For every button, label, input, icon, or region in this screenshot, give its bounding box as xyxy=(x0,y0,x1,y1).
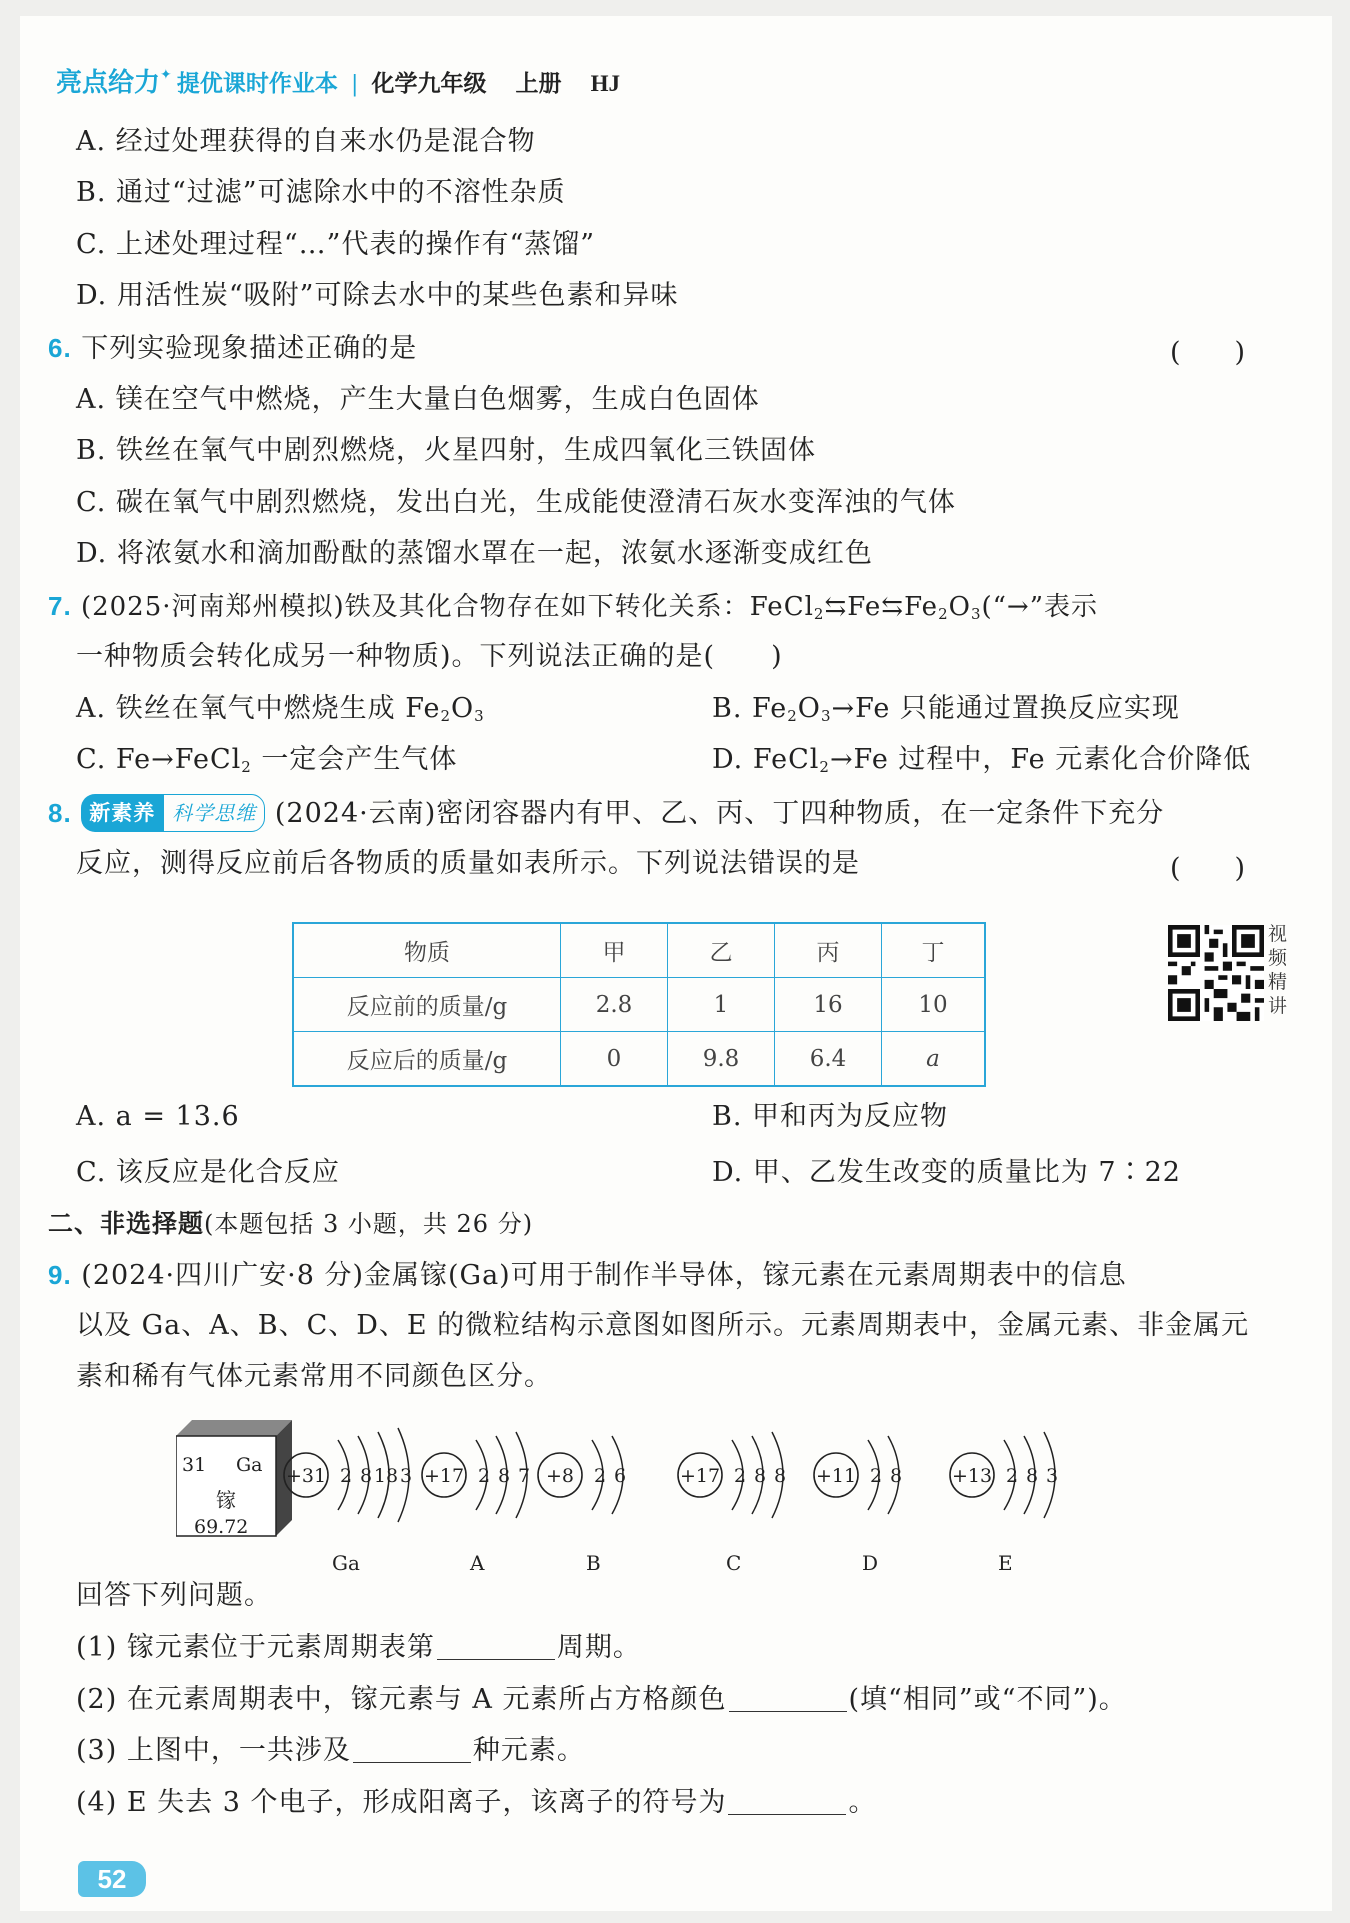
q8-option-d: D. 甲、乙发生改变的质量比为 7∶22 xyxy=(712,1157,1181,1188)
shell-electron-count: 8 xyxy=(359,1465,373,1487)
q9-sub2: (2) 在元素周期表中，镓元素与 A 元素所占方格颜色 (填“相同”或“不同”)。 xyxy=(76,1684,1127,1715)
element-symbol: Ga xyxy=(236,1454,263,1476)
answer-blank[interactable] xyxy=(728,1788,846,1815)
table-header-cell: 甲 xyxy=(561,923,668,978)
q6-stem xyxy=(48,330,417,367)
table-cell: 1 xyxy=(668,978,775,1032)
q9-sub4: (4) E 失去 3 个电子，形成阳离子，该离子的符号为 。 xyxy=(76,1787,877,1818)
shell-electron-count: 8 xyxy=(753,1465,767,1487)
shell-electron-count: 2 xyxy=(733,1465,747,1487)
table-row xyxy=(293,978,985,1032)
atom-label: E xyxy=(998,1551,1013,1575)
shell-electron-count: 8 xyxy=(889,1465,903,1487)
shell-electron-count: 2 xyxy=(593,1465,607,1487)
answer-blank[interactable] xyxy=(353,1736,471,1763)
series-title: 提优课时作业本 xyxy=(176,71,338,97)
sparkle-icon: ✦ xyxy=(160,67,172,83)
nucleus-charge: +17 xyxy=(679,1465,721,1487)
shell-electron-count: 8 xyxy=(1025,1465,1039,1487)
q7-stem xyxy=(48,588,1098,632)
q7-stem-tail: (“→”表示 xyxy=(981,592,1099,622)
table-cell: 6.4 xyxy=(775,1032,882,1087)
atom-label: D xyxy=(862,1551,879,1575)
table-cell: 2.8 xyxy=(561,978,668,1032)
nucleus-charge: +8 xyxy=(545,1465,575,1487)
answer-blank[interactable] xyxy=(729,1685,847,1712)
nucleus-charge: +31 xyxy=(285,1465,327,1487)
q8-option-a: A. a = 13.6 xyxy=(76,1101,240,1132)
shell-electron-count: 18 xyxy=(373,1465,399,1487)
shell-electron-count: 3 xyxy=(1045,1465,1059,1487)
edition-label: HJ xyxy=(590,71,621,96)
answer-intro: 回答下列问题。 xyxy=(76,1580,272,1611)
table-cell: 0 xyxy=(561,1032,668,1087)
table-row xyxy=(293,1032,985,1087)
q9-stem-line2: 以及 Ga、A、B、C、D、E 的微粒结构示意图如图所示。元素周期表中，金属元素、非金属元 xyxy=(76,1310,1250,1341)
q8-stem-line2: 反应，测得反应前后各物质的质量如表所示。下列说法错误的是 xyxy=(76,848,860,879)
q8-stem-text: (2024·云南)密闭容器内有甲、乙、丙、丁四种物质，在一定条件下充分 xyxy=(274,798,1165,829)
brand-logo: 亮点给力 xyxy=(56,68,161,98)
shell-electron-count: 7 xyxy=(517,1465,531,1487)
table-cell: a xyxy=(882,1032,986,1087)
table-header-cell: 丁 xyxy=(882,923,986,978)
reversible-arrow-icon: ⇆ xyxy=(881,592,905,622)
answer-blank[interactable] xyxy=(437,1633,555,1660)
shell-electron-count: 6 xyxy=(613,1465,627,1487)
atom-label: B xyxy=(586,1551,601,1575)
atom-label: A xyxy=(470,1551,485,1575)
q9-number: 9. xyxy=(48,1260,72,1290)
q7-option-a: A. 铁丝在氧气中燃烧生成 $Fe_2O_3$ xyxy=(76,693,485,725)
shell-electron-count: 2 xyxy=(1005,1465,1019,1487)
atom-label: Ga xyxy=(332,1551,360,1575)
formula-fe2o3: $Fe_2O_3$ xyxy=(904,592,982,623)
table-cell: 10 xyxy=(882,978,986,1032)
atom-structure-b xyxy=(534,1410,692,1540)
element-name: 镓 xyxy=(216,1488,236,1512)
page xyxy=(20,16,1332,1911)
shell-electron-count: 2 xyxy=(477,1465,491,1487)
q8-stem xyxy=(48,794,1164,832)
volume-label: 上册 xyxy=(515,71,562,97)
section-note: (本题包括 3 小题，共 26 分) xyxy=(204,1210,534,1238)
q7-stem-text: (2025·河南郑州模拟)铁及其化合物存在如下转化关系： xyxy=(80,592,750,622)
q5-option-d: D. 用活性炭“吸附”可除去水中的某些色素和异味 xyxy=(76,280,679,311)
table-header-cell: 物质 xyxy=(293,923,561,978)
table-header-cell: 丙 xyxy=(775,923,882,978)
q5-option-c: C. 上述处理过程“…”代表的操作有“蒸馏” xyxy=(76,229,596,260)
q9-stem-text: (2024·四川广安·8 分)金属镓(Ga)可用于制作半导体，镓元素在元素周期表中的信息 xyxy=(81,1260,1127,1291)
q7-option-d: D. FeCl$_2$→Fe 过程中，Fe 元素化合价降低 xyxy=(712,744,1252,776)
q7-option-b: B. $Fe_2O_3\to Fe$ 只能通过置换反应实现 xyxy=(712,693,1180,725)
nucleus-charge: +17 xyxy=(423,1465,465,1487)
shell-electron-count: 2 xyxy=(339,1465,353,1487)
q8-option-c: C. 该反应是化合反应 xyxy=(76,1157,340,1188)
shell-electron-count: 3 xyxy=(399,1465,413,1487)
shell-electron-count: 8 xyxy=(773,1465,787,1487)
element-mass: 69.72 xyxy=(194,1516,249,1538)
q7-option-c: C. Fe→FeCl$_2$ 一定会产生气体 xyxy=(76,744,458,776)
q9-stem-line3: 素和稀有气体元素常用不同颜色区分。 xyxy=(76,1361,552,1392)
q8-answer-paren: ( ) xyxy=(1170,853,1246,884)
q6-stem-text: 下列实验现象描述正确的是 xyxy=(81,333,418,364)
atom-structure-e xyxy=(946,1410,1126,1540)
table-header-row xyxy=(293,923,985,978)
q6-option-a: A. 镁在空气中燃烧，产生大量白色烟雾，生成白色固体 xyxy=(76,384,760,415)
section-title: 二、非选择题 xyxy=(48,1209,205,1238)
video-explain-label: 视 频 精 讲 xyxy=(1268,923,1288,1017)
section-heading xyxy=(48,1206,533,1242)
nucleus-charge: +11 xyxy=(815,1465,857,1487)
q7-number: 7. xyxy=(48,591,72,621)
shell-electron-count: 2 xyxy=(869,1465,883,1487)
q6-option-c: C. 碳在氧气中剧烈燃烧，发出白光，生成能使澄清石灰水变浑浊的气体 xyxy=(76,487,956,518)
q5-option-a: A. 经过处理获得的自来水仍是混合物 xyxy=(76,126,536,157)
page-header xyxy=(56,62,620,99)
nucleus-charge: +13 xyxy=(951,1465,993,1487)
page-number: 52 xyxy=(78,1861,146,1897)
q6-option-b: B. 铁丝在氧气中剧烈燃烧，火星四射，生成四氧化三铁固体 xyxy=(76,435,817,466)
reversible-arrow-icon: ⇆ xyxy=(824,592,848,622)
formula-fecl2: FeCl$_2$ xyxy=(749,592,825,623)
mass-table xyxy=(292,922,986,1087)
q9-sub3: (3) 上图中，一共涉及 种元素。 xyxy=(76,1735,585,1766)
q8-number: 8. xyxy=(48,798,72,828)
table-header-cell: 乙 xyxy=(668,923,775,978)
table-cell: 9.8 xyxy=(668,1032,775,1087)
q9-stem xyxy=(48,1257,1127,1294)
q6-option-d: D. 将浓氨水和滴加酚酞的蒸馏水罩在一起，浓氨水逐渐变成红色 xyxy=(76,538,873,569)
q7-stem-line2: 一种物质会转化成另一种物质)。下列说法正确的是( ) xyxy=(76,641,783,672)
new-literacy-badge: 新素养 xyxy=(81,794,163,832)
table-cell: 16 xyxy=(775,978,882,1032)
element-number: 31 xyxy=(182,1454,207,1476)
q8-option-b: B. 甲和丙为反应物 xyxy=(712,1101,949,1132)
science-thinking-badge: 科学思维 xyxy=(163,794,265,832)
subject-label: 化学九年级 xyxy=(371,71,487,97)
atom-label: C xyxy=(726,1551,742,1575)
q9-sub1: (1) 镓元素位于元素周期表第 周期。 xyxy=(76,1632,641,1663)
table-cell: 反应后的质量/g xyxy=(293,1032,561,1087)
table-cell: 反应前的质量/g xyxy=(293,978,561,1032)
atom-structure-d xyxy=(810,1410,968,1540)
divider: | xyxy=(350,72,359,97)
formula-fe: Fe xyxy=(847,592,882,622)
q5-option-b: B. 通过“过滤”可滤除水中的不溶性杂质 xyxy=(76,177,566,208)
shell-electron-count: 8 xyxy=(497,1465,511,1487)
qr-code-icon[interactable] xyxy=(1168,925,1264,1021)
q6-number: 6. xyxy=(48,333,72,363)
q6-answer-paren: ( ) xyxy=(1170,337,1246,368)
